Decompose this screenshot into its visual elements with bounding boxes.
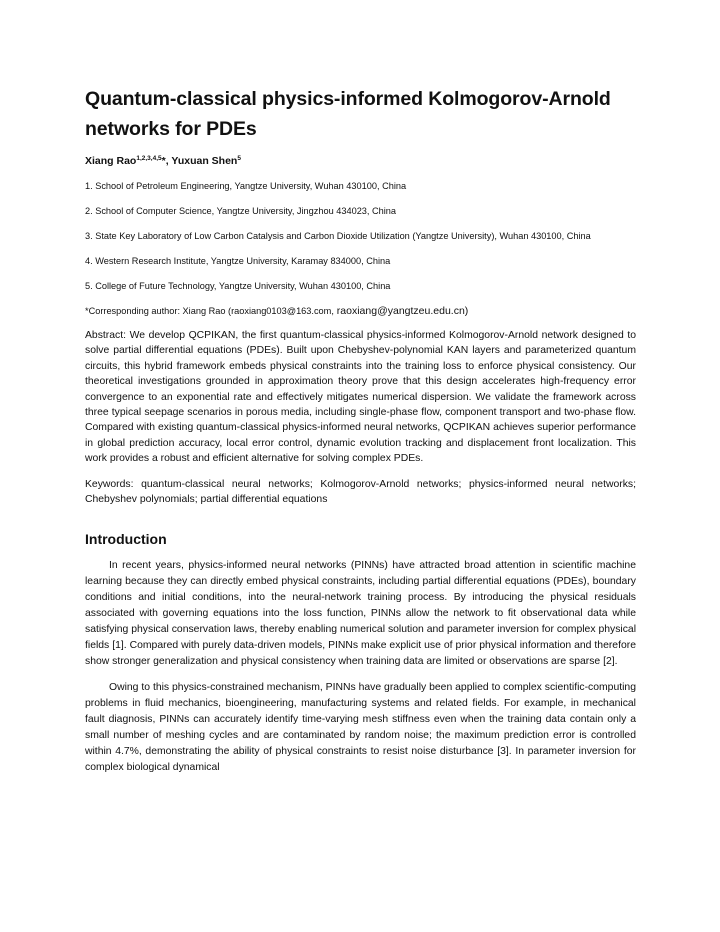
intro-paragraph: In recent years, physics-informed neural networks (PINNs) have attracted broad attention in scientific machine learning because they can directly embed physical constraints, including partial differential equations (PDEs), boundary conditions and initial conditions, into the neural-network training process. By introducing the physical residuals associated with governing equations into the loss function, PINNs allow the network to fit observational data while satisfying physical conservation laws, thereby enabling numerical solution and parameter inversion for complex physical fields [1]. Compared with purely data-driven models, PINNs make explicit use of prior physical information and therefore show stronger generalization and physical consistency when training data are limited or observations are sparse [2]. [85, 559, 636, 667]
affiliation: 3. State Key Laboratory of Low Carbon Catalysis and Carbon Dioxide Utilization (Yangtze University), Wuhan 430100, China [85, 231, 591, 241]
abstract: Abstract: We develop QCPIKAN, the first quantum-classical physics-informed Kolmogorov-Arnold network designed to solve partial differential equations (PDEs). Built upon Chebyshev-polynomial KAN layers and parameterized quantum circuits, this hybrid framework embeds physical constraints into the training loss to enforce physical consistency. Our theoretical investigations grounded in approximation theory prove that this design accelerates high-frequency error convergence to an exponential rate and effectively mitigates numerical dispersion. We validate the framework across three typical seepage scenarios in porous media, including single-phase flow, component transport and two-phase flow. Compared with existing quantum-classical physics-informed neural networks, QCPIKAN achieves superior performance in global prediction accuracy, local error control, dynamic evolution tracking and displacement front localization. This work provides a robust and efficient alternative for solving complex PDEs. [85, 330, 636, 465]
affiliation: 1. School of Petroleum Engineering, Yangtze University, Wuhan 430100, China [85, 181, 407, 191]
corresponding-mark: * [161, 155, 166, 167]
author-name: Yuxuan Shen [171, 155, 238, 167]
section-heading-introduction: Introduction [85, 530, 167, 547]
affiliation: 5. College of Future Technology, Yangtze University, Wuhan 430100, China [85, 281, 391, 291]
author-separator: , [165, 155, 172, 167]
intro-paragraph: Owing to this physics-constrained mechanism, PINNs have gradually been applied to complex scientific-computing problems in fluid mechanics, bioengineering, manufacturing systems and related fields. For example, in mechanical fault diagnosis, PINNs can accurately identify time-varying mesh stiffness even when the training data contain only a small number of meshing cycles and are contaminated by random noise; the maximum prediction error is controlled within 4.7%, demonstrating the ability of physical constraints to resist noise disturbance [3]. In parameter inversion for complex biological dynamical [85, 682, 636, 774]
affiliation: 2. School of Computer Science, Yangtze University, Jingzhou 434023, China [85, 206, 397, 216]
corresponding-author-text: *Corresponding author: Xiang Rao (raoxiang0103@163.com, [85, 306, 334, 316]
corresponding-author [85, 305, 636, 318]
corresponding-email: raoxiang@yangtzeu.edu.cn) [333, 305, 469, 317]
affiliation: 4. Western Research Institute, Yangtze University, Karamay 834000, China [85, 256, 391, 266]
author-list [85, 154, 636, 168]
paper-title: Quantum-classical physics-informed Kolmogorov-Arnold networks for PDEs [85, 88, 611, 140]
author-affiliation-marks: 5 [237, 155, 241, 162]
author-name: Xiang Rao [85, 155, 137, 167]
paper-page [85, 84, 636, 787]
keywords: Keywords: quantum-classical neural networks; Kolmogorov-Arnold networks; physics-informed neural networks; Chebyshev polynomials; partial differential equations [85, 479, 636, 506]
author-affiliation-marks: 1,2,3,4,5 [136, 155, 162, 162]
